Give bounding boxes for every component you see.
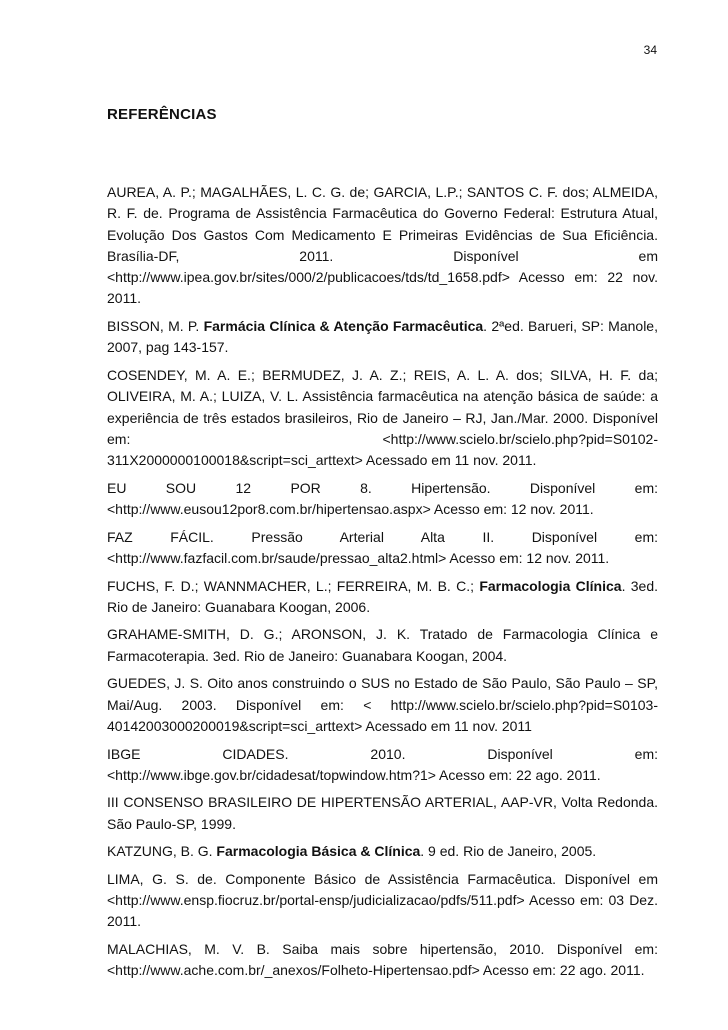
reference-item: FUCHS, F. D.; WANNMACHER, L.; FERREIRA, M. B. C.; Farmacologia Clínica. 3ed. Rio de Janeiro: Guanabara Koogan, 2006. <box>107 577 659 615</box>
reference-item: AUREA, A. P.; MAGALHÃES, L. C. G. de; GARCIA, L.P.; SANTOS C. F. dos; ALMEIDA, R. F. de. Programa de Assistência Farmacêutica do Governo Federal: Estrutura Atual, Evolução Dos Gastos Com Medicamento E Primeiras Evidências de Sua Eficiência. Brasília-DF, 2011. Disponível em <http://www.ipea.gov.br/sites/000/2/publicacoes/tds/td_1658.pdf> Acesso em: 22 nov. 2011. <box>107 184 658 307</box>
reference-item: IBGE CIDADES. 2010. Disponível em: <http://www.ibge.gov.br/cidadesat/topwindow.htm?1> Acesso em: 22 ago. 2011. <box>107 745 658 783</box>
reference-item: III CONSENSO BRASILEIRO DE HIPERTENSÃO ARTERIAL, AAP-VR, Volta Redonda. São Paulo-SP, 1999. <box>107 794 658 832</box>
reference-list <box>107 182 658 988</box>
reference-item: BISSON, M. P. Farmácia Clínica & Atenção Farmacêutica. 2ªed. Barueri, SP: Manole, 2007, pag 143-157. <box>107 318 658 356</box>
reference-item: LIMA, G. S. de. Componente Básico de Assistência Farmacêutica. Disponível em <http://www.ensp.fiocruz.br/portal-ensp/judicializacao/pdfs/511.pdf> Acesso em: 03 Dez. 2011. <box>107 870 658 930</box>
reference-item: GRAHAME-SMITH, D. G.; ARONSON, J. K. Tratado de Farmacologia Clínica e Farmacoterapia. 3ed. Rio de Janeiro: Guanabara Koogan, 2004. <box>107 626 658 664</box>
reference-item: EU SOU 12 POR 8. Hipertensão. Disponível em: <http://www.eusou12por8.com.br/hipertensao.aspx> Acesso em: 12 nov. 2011. <box>107 479 658 518</box>
page-number: 34 <box>643 43 657 57</box>
reference-item: GUEDES, J. S. Oito anos construindo o SUS no Estado de São Paulo, São Paulo – SP, Mai/Aug. 2003. Disponível em: < http://www.scielo.br/scielo.php?pid=S0103-40142003000200019&script=sci_arttext> Acessado em 11 nov. 2011 <box>107 675 658 734</box>
reference-item: KATZUNG, B. G. Farmacologia Básica & Clínica. 9 ed. Rio de Janeiro, 2005. <box>107 843 597 860</box>
section-heading: REFERÊNCIAS <box>107 106 217 123</box>
reference-item: MALACHIAS, M. V. B. Saiba mais sobre hipertensão, 2010. Disponível em: <http://www.ache.com.br/_anexos/Folheto-Hipertensao.pdf> Acesso em: 22 ago. 2011. <box>107 941 658 979</box>
reference-item: COSENDEY, M. A. E.; BERMUDEZ, J. A. Z.; REIS, A. L. A. dos; SILVA, H. F. da; OLIVEIRA, M. A.; LUIZA, V. L. Assistência farmacêutica na atenção básica de saúde: a experiência de três estados brasileiros, Rio de Janeiro – RJ, Jan./Mar. 2000. Disponível em: <http://www.scielo.br/scielo.php?pid=S0102-311X2000000100018&script=sci_arttext> Acessado em 11 nov. 2011. <box>107 366 658 469</box>
reference-item: FAZ FÁCIL. Pressão Arterial Alta II. Disponível em: <http://www.fazfacil.com.br/saude/pressao_alta2.html> Acesso em: 12 nov. 2011. <box>107 528 658 566</box>
